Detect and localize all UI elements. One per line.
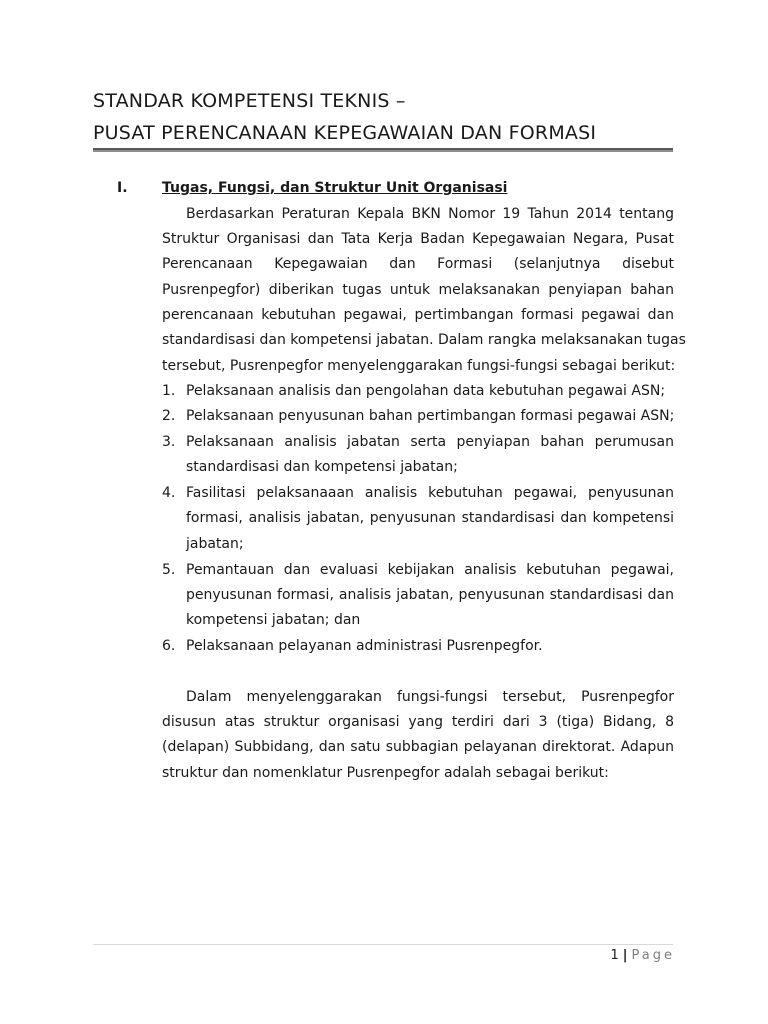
list-item: Pemantauan dan evaluasi kebijakan analisis kebutuhan pegawai, [186,562,674,578]
list-item-number: 3. [162,434,176,450]
list-item: Pelaksanaan pelayanan administrasi Pusrenpegfor. [186,638,543,654]
list-item: Pelaksanaan analisis jabatan serta penyiapan bahan perumusan [186,434,674,450]
title-underline [93,148,673,152]
document-title-line-2: PUSAT PERENCANAAN KEPEGAWAIAN DAN FORMASI [93,122,597,144]
list-item-continuation: penyusunan formasi, analisis jabatan, penyusunan standardisasi dan [186,587,674,603]
document-title-line-1: STANDAR KOMPETENSI TEKNIS – [93,90,406,112]
list-item-number: 1. [162,383,176,399]
intro-line: perencanaan kebutuhan pegawai, pertimbangan formasi pegawai dan [162,307,674,323]
closing-line: (delapan) Subbidang, dan satu subbagian pelayanan direktorat. Adapun [162,739,674,755]
closing-line: disusun atas struktur organisasi yang terdiri dari 3 (tiga) Bidang, 8 [162,714,674,730]
intro-line: standardisasi dan kompetensi jabatan. Dalam rangka melaksanakan tugas [162,332,686,348]
section-number: I. [117,180,128,196]
intro-line: tersebut, Pusrenpegfor menyelenggarakan fungsi-fungsi sebagai berikut: [162,358,676,374]
list-item-number: 4. [162,485,176,501]
intro-line: Struktur Organisasi dan Tata Kerja Badan Kepegawaian Negara, Pusat [162,231,674,247]
list-item-continuation: standardisasi dan kompetensi jabatan; [186,459,458,475]
intro-line: Pusrenpegfor) diberikan tugas untuk melaksanakan penyiapan bahan [162,282,674,298]
closing-line: Dalam menyelenggarakan fungsi-fungsi tersebut, Pusrenpegfor [186,689,674,705]
footer-separator: | [622,948,628,963]
list-item-number: 5. [162,562,176,578]
closing-line: struktur dan nomenklatur Pusrenpegfor adalah sebagai berikut: [162,765,609,781]
list-item: Fasilitasi pelaksanaaan analisis kebutuhan pegawai, penyusunan [186,485,674,501]
intro-line: Berdasarkan Peraturan Kepala BKN Nomor 19 Tahun 2014 tentang [186,206,674,222]
section-title: Tugas, Fungsi, dan Struktur Unit Organisasi [162,180,508,196]
list-item-number: 6. [162,638,176,654]
intro-line: Perencanaan Kepegawaian dan Formasi (selanjutnya disebut [162,256,674,272]
list-item: Pelaksanaan analisis dan pengolahan data kebutuhan pegawai ASN; [186,383,666,399]
footer-divider [93,944,673,945]
list-item-number: 2. [162,408,176,424]
list-item: Pelaksanaan penyusunan bahan pertimbangan formasi pegawai ASN; [186,408,675,424]
page-footer [610,948,675,963]
list-item-continuation: jabatan; [186,536,244,552]
list-item-continuation: kompetensi jabatan; dan [186,612,361,628]
page-label: Page [631,948,675,963]
page-number: 1 [610,948,619,963]
list-item-continuation: formasi, analisis jabatan, penyusunan standardisasi dan kompetensi [186,510,674,526]
